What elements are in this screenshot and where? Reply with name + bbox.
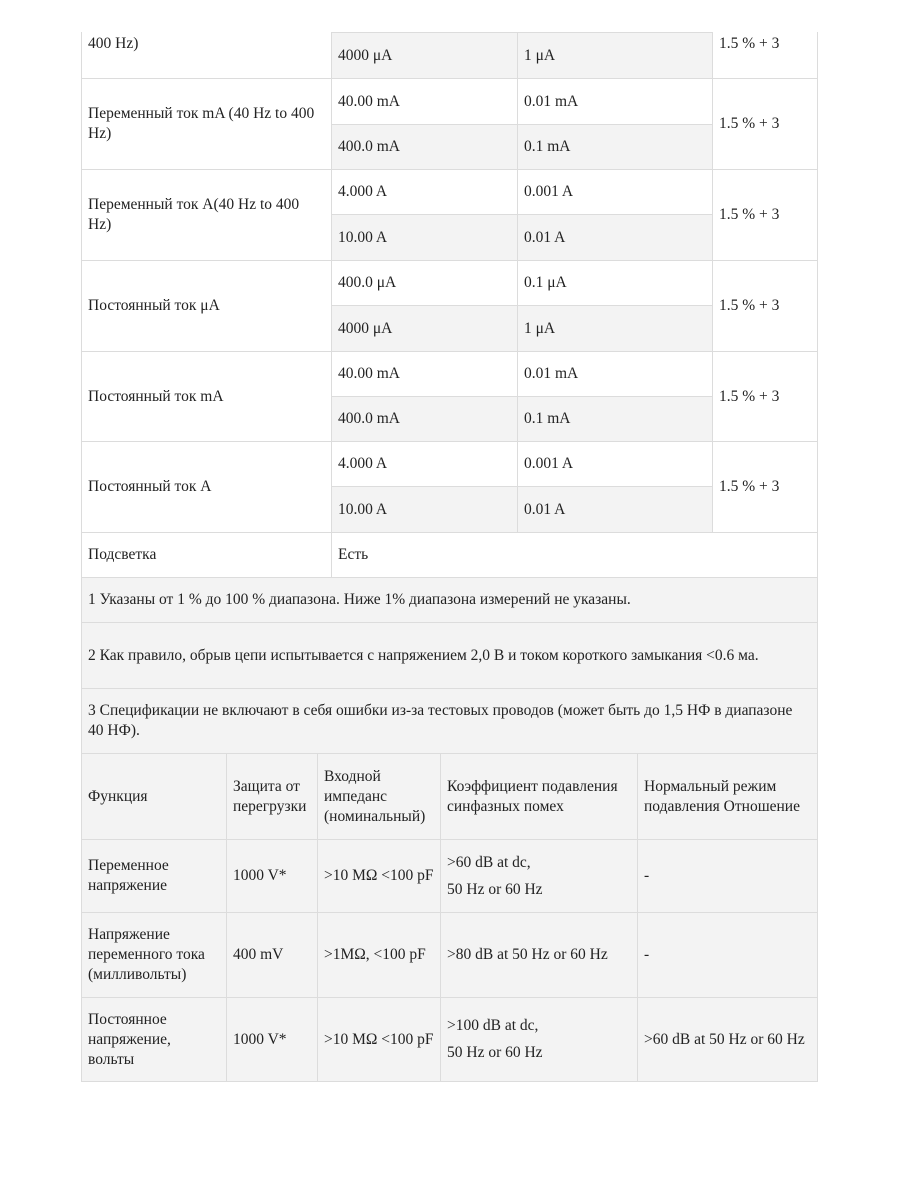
backlight-value-cell xyxy=(332,532,818,577)
accuracy-cell xyxy=(713,169,818,260)
range-cell xyxy=(332,169,518,214)
function-label: Переменное напряжение xyxy=(88,857,169,894)
resolution-value: 0.1 μA xyxy=(524,274,567,291)
resolution-cell xyxy=(518,305,713,351)
header-overload xyxy=(227,753,318,839)
function-label: Постоянный ток μA xyxy=(88,297,220,314)
accuracy-cell xyxy=(713,351,818,441)
nmrr-value: - xyxy=(644,946,650,963)
range-value: 40.00 mA xyxy=(338,365,400,382)
range-cell xyxy=(332,305,518,351)
range-value: 400.0 mA xyxy=(338,410,400,427)
function-label: Переменный ток mA (40 Hz to 400 Hz) xyxy=(88,105,315,142)
range-value: 4000 μA xyxy=(338,46,393,64)
range-value: 4000 μA xyxy=(338,319,393,337)
resolution-cell xyxy=(518,124,713,169)
resolution-cell xyxy=(518,396,713,441)
cmrr-cell xyxy=(441,839,638,912)
nmrr-cell xyxy=(638,839,818,912)
footnotes-table xyxy=(81,577,818,753)
function-cell xyxy=(81,351,332,441)
accuracy-value: 1.5 % + 3 xyxy=(719,478,780,495)
backlight-value: Есть xyxy=(338,546,369,563)
resolution-cell xyxy=(518,214,713,260)
header-label: Входной импеданс (номинальный) xyxy=(324,767,426,825)
resolution-value: 1 μA xyxy=(524,319,556,337)
impedance-cell xyxy=(318,997,441,1082)
function-cell xyxy=(81,912,227,997)
function-label: Постоянный ток A xyxy=(88,478,212,495)
range-cell xyxy=(332,124,518,169)
function-cell xyxy=(81,260,332,351)
range-value: 10.00 A xyxy=(338,500,388,518)
header-nmrr xyxy=(638,753,818,839)
accuracy-value: 1.5 % + 3 xyxy=(719,35,780,52)
range-cell xyxy=(332,214,518,260)
cmrr-line: >60 dB at dc, xyxy=(447,853,531,871)
nmrr-value: >60 dB at 50 Hz or 60 Hz xyxy=(644,1030,805,1048)
cmrr-line: 50 Hz or 60 Hz xyxy=(447,1044,543,1061)
impedance-cell xyxy=(318,912,441,997)
header-label: Функция xyxy=(88,787,148,805)
impedance-value: >10 MΩ <100 pF xyxy=(324,867,434,884)
accuracy-cell xyxy=(713,260,818,351)
backlight-label: Подсветка xyxy=(88,546,157,563)
header-cmrr xyxy=(441,753,638,839)
function-label: Напряжение переменного тока (милливольты) xyxy=(88,926,205,983)
resolution-cell xyxy=(518,78,713,124)
nmrr-value: - xyxy=(644,867,650,884)
current-spec-table xyxy=(81,32,818,577)
overload-value: 1000 V* xyxy=(233,867,287,884)
header-label: Защита от перегрузки xyxy=(233,777,307,815)
range-cell xyxy=(332,260,518,305)
overload-value: 400 mV xyxy=(233,946,284,963)
header-label: Коэффициент подавления синфазных помех xyxy=(447,777,618,815)
footnote-text: 3 Спецификации не включают в себя ошибки из-за тестовых проводов (может быть до 1,5 НФ в диапазоне 40 НФ). xyxy=(88,702,793,739)
overload-value: 1000 V* xyxy=(233,1030,287,1048)
overload-cell xyxy=(227,839,318,912)
resolution-value: 0.01 mA xyxy=(524,92,579,110)
header-label: Нормальный режим подавления Отношение xyxy=(644,777,800,815)
resolution-value: 0.001 A xyxy=(524,183,574,200)
overload-cell xyxy=(227,997,318,1082)
cmrr-line: 50 Hz or 60 Hz xyxy=(447,880,543,898)
resolution-value: 0.01 mA xyxy=(524,365,579,382)
header-function xyxy=(81,753,227,839)
range-value: 4.000 A xyxy=(338,183,388,200)
nmrr-cell xyxy=(638,912,818,997)
cmrr-line: >100 dB at dc, xyxy=(447,1017,539,1034)
impedance-value: >1MΩ, <100 pF xyxy=(324,946,426,963)
range-value: 10.00 A xyxy=(338,228,388,246)
function-cell xyxy=(81,169,332,260)
range-value: 400.0 mA xyxy=(338,138,400,155)
resolution-cell xyxy=(518,351,713,396)
function-label: 400 Hz) xyxy=(88,35,139,52)
footnote-text: 2 Как правило, обрыв цепи испытывается с напряжением 2,0 В и током короткого замыкания <0.6 ма. xyxy=(88,646,759,664)
resolution-cell xyxy=(518,260,713,305)
range-cell xyxy=(332,486,518,532)
resolution-cell xyxy=(518,169,713,214)
overload-cell xyxy=(227,912,318,997)
accuracy-cell xyxy=(713,441,818,532)
range-cell xyxy=(332,32,518,78)
range-cell xyxy=(332,351,518,396)
resolution-value: 0.1 mA xyxy=(524,410,571,427)
resolution-value: 0.001 A xyxy=(524,455,574,472)
accuracy-value: 1.5 % + 3 xyxy=(719,297,780,314)
nmrr-cell xyxy=(638,997,818,1082)
function-cell xyxy=(81,32,332,78)
footnote-3 xyxy=(81,688,818,753)
function-cell xyxy=(81,839,227,912)
protection-spec-table xyxy=(81,753,818,1082)
cmrr-line: >80 dB at 50 Hz or 60 Hz xyxy=(447,946,608,963)
footnote-2 xyxy=(81,622,818,688)
impedance-value: >10 MΩ <100 pF xyxy=(324,1030,434,1048)
header-impedance xyxy=(318,753,441,839)
resolution-value: 0.01 A xyxy=(524,228,566,246)
function-label: Постоянное напряжение, вольты xyxy=(88,1010,171,1068)
resolution-value: 1 μA xyxy=(524,46,556,64)
function-cell xyxy=(81,78,332,169)
cmrr-cell xyxy=(441,912,638,997)
resolution-cell xyxy=(518,486,713,532)
footnote-1 xyxy=(81,577,818,622)
function-cell xyxy=(81,441,332,532)
range-cell xyxy=(332,441,518,486)
backlight-label-cell xyxy=(81,532,332,577)
range-cell xyxy=(332,78,518,124)
resolution-cell xyxy=(518,32,713,78)
accuracy-value: 1.5 % + 3 xyxy=(719,115,780,132)
accuracy-value: 1.5 % + 3 xyxy=(719,387,780,405)
function-label: Переменный ток A(40 Hz to 400 Hz) xyxy=(88,196,300,233)
range-value: 40.00 mA xyxy=(338,92,400,110)
accuracy-cell xyxy=(713,32,818,78)
footnote-text: 1 Указаны от 1 % до 100 % диапазона. Ниже 1% диапазона измерений не указаны. xyxy=(88,591,631,608)
range-cell xyxy=(332,396,518,441)
impedance-cell xyxy=(318,839,441,912)
resolution-cell xyxy=(518,441,713,486)
function-cell xyxy=(81,997,227,1082)
function-label: Постоянный ток mA xyxy=(88,387,224,405)
resolution-value: 0.01 A xyxy=(524,500,566,518)
resolution-value: 0.1 mA xyxy=(524,138,571,155)
accuracy-value: 1.5 % + 3 xyxy=(719,206,780,223)
accuracy-cell xyxy=(713,78,818,169)
range-value: 400.0 μA xyxy=(338,274,397,291)
cmrr-cell xyxy=(441,997,638,1082)
range-value: 4.000 A xyxy=(338,455,388,472)
